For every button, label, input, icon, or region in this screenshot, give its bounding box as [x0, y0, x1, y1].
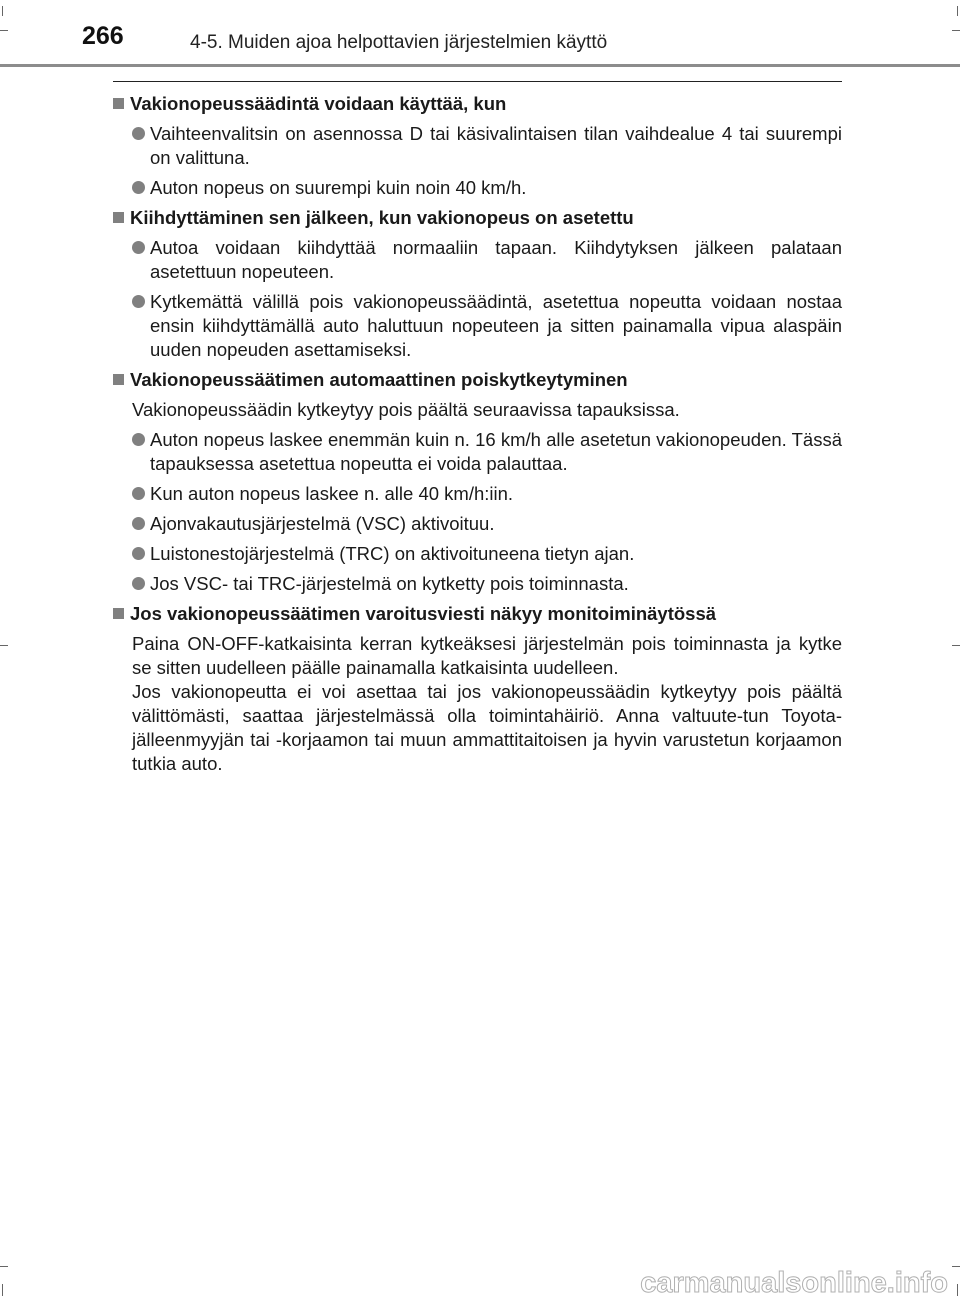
list-item	[132, 236, 842, 284]
crop-mark	[0, 645, 8, 646]
crop-mark	[952, 645, 960, 646]
crop-mark	[0, 1266, 8, 1267]
crop-mark	[2, 6, 3, 16]
heading-text: Kiihdyttäminen sen jälkeen, kun vakionopeus on asetettu	[130, 207, 634, 228]
circle-bullet-icon	[132, 487, 145, 500]
square-bullet-icon	[113, 212, 124, 223]
list-item-text: Jos VSC- tai TRC-järjestelmä on kytketty pois toiminnasta.	[150, 573, 629, 594]
list-item	[132, 542, 842, 566]
heading-text: Vakionopeussäädintä voidaan käyttää, kun	[130, 93, 507, 114]
square-bullet-icon	[113, 374, 124, 385]
circle-bullet-icon	[132, 181, 145, 194]
list-item-text: Auton nopeus on suurempi kuin noin 40 km/h.	[150, 177, 527, 198]
page-number: 266	[82, 22, 124, 50]
circle-bullet-icon	[132, 433, 145, 446]
section-heading	[113, 368, 842, 392]
section-heading	[113, 602, 842, 626]
circle-bullet-icon	[132, 241, 145, 254]
section-heading	[113, 92, 842, 116]
list-item-text: Ajonvakautusjärjestelmä (VSC) aktivoituu.	[150, 513, 495, 534]
circle-bullet-icon	[132, 577, 145, 590]
list-item	[132, 428, 842, 476]
list-item-text: Vaihteenvalitsin on asennossa D tai käsivalintaisen tilan vaihdealue 4 tai suurempi on valittuna.	[150, 123, 842, 168]
circle-bullet-icon	[132, 517, 145, 530]
section-title: 4-5. Muiden ajoa helpottavien järjestelmien käyttö	[190, 32, 608, 53]
section-heading	[113, 206, 842, 230]
paragraph: Jos vakionopeutta ei voi asettaa tai jos vakionopeussäädin kytkeytyy pois päältä välittömästi, saattaa järjestelmässä olla toimintahäiriö. Anna valtuute-tun Toyota-jälleenmyyjän tai -korjaamon tai muun ammattitaitoisen ja hyvin varustetun korjaamon tutkia auto.	[132, 681, 842, 774]
circle-bullet-icon	[132, 127, 145, 140]
page-content	[113, 92, 842, 782]
watermark-text: carmanualsonline.info	[640, 1267, 948, 1299]
crop-mark	[957, 1284, 958, 1296]
content-rule	[113, 81, 842, 82]
crop-mark	[2, 1284, 3, 1296]
list-item-text: Autoa voidaan kiihdyttää normaaliin tapaan. Kiihdytyksen jälkeen palataan asetettuun nopeuteen.	[150, 237, 842, 282]
list-item	[132, 290, 842, 362]
crop-mark	[0, 30, 8, 31]
paragraph: Paina ON-OFF-katkaisinta kerran kytkeäksesi järjestelmän pois toiminnasta ja kytke se sitten uudelleen päälle painamalla katkaisinta uudelleen.	[132, 633, 842, 678]
paragraph: Vakionopeussäädin kytkeytyy pois päältä seuraavissa tapauksissa.	[132, 399, 680, 420]
square-bullet-icon	[113, 608, 124, 619]
list-item	[132, 572, 842, 596]
circle-bullet-icon	[132, 295, 145, 308]
heading-text: Vakionopeussäätimen automaattinen poiskytkeytyminen	[130, 369, 628, 390]
list-item-text: Auton nopeus laskee enemmän kuin n. 16 km/h alle asetetun vakionopeuden. Tässä tapauksessa asetettua nopeutta ei voida palauttaa.	[150, 429, 842, 474]
crop-mark	[952, 30, 960, 31]
list-item	[132, 512, 842, 536]
watermark-logo	[570, 1264, 950, 1300]
square-bullet-icon	[113, 98, 124, 109]
list-item	[132, 122, 842, 170]
header-rule	[0, 64, 960, 67]
list-item-text: Luistonestojärjestelmä (TRC) on aktivoituneena tietyn ajan.	[150, 543, 635, 564]
circle-bullet-icon	[132, 547, 145, 560]
list-item	[132, 176, 842, 200]
list-item	[132, 482, 842, 506]
list-item-text: Kun auton nopeus laskee n. alle 40 km/h:iin.	[150, 483, 514, 504]
heading-text: Jos vakionopeussäätimen varoitusviesti näkyy monitoiminäytössä	[130, 603, 717, 624]
crop-mark	[957, 6, 958, 16]
list-item-text: Kytkemättä välillä pois vakionopeussäädintä, asetettua nopeutta voidaan nostaa ensin kiihdyttämällä auto haluttuun nopeuteen ja sitten painamalla vipua alaspäin uuden nopeuden asettamiseksi.	[150, 291, 842, 360]
crop-mark	[952, 1266, 960, 1267]
